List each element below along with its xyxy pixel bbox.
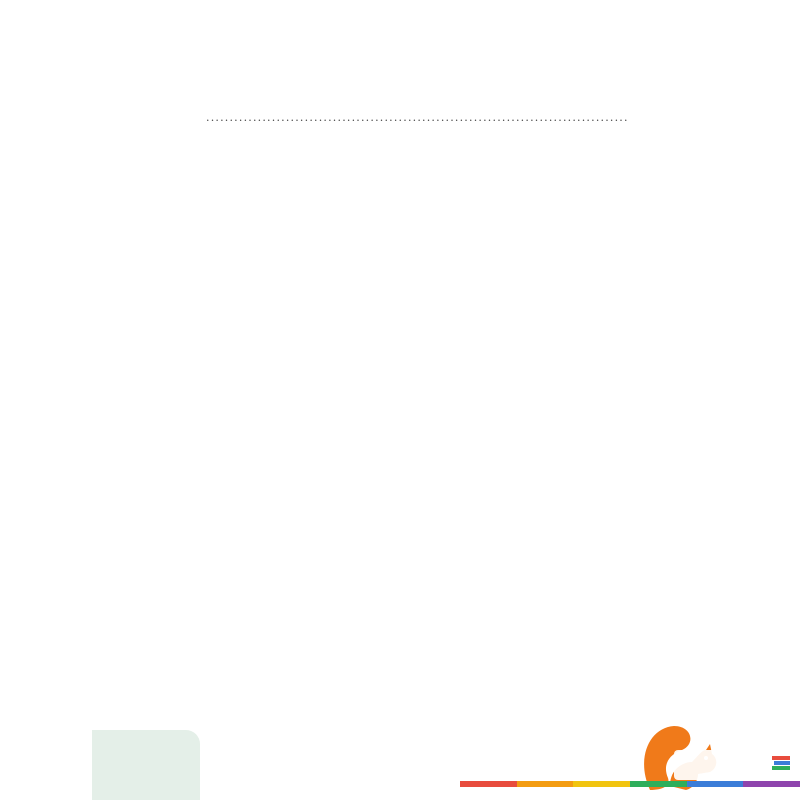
section-heading-review	[162, 84, 659, 110]
leader-dots	[206, 110, 629, 126]
rainbow-stripe	[460, 781, 800, 787]
page-number-box	[92, 730, 200, 800]
book-stack-icon	[772, 756, 790, 770]
toc-entry-43[interactable]	[162, 110, 659, 126]
squirrel-logo-icon	[640, 720, 800, 800]
table-of-contents	[162, 62, 659, 142]
section-heading-simple-complicated	[162, 62, 659, 84]
